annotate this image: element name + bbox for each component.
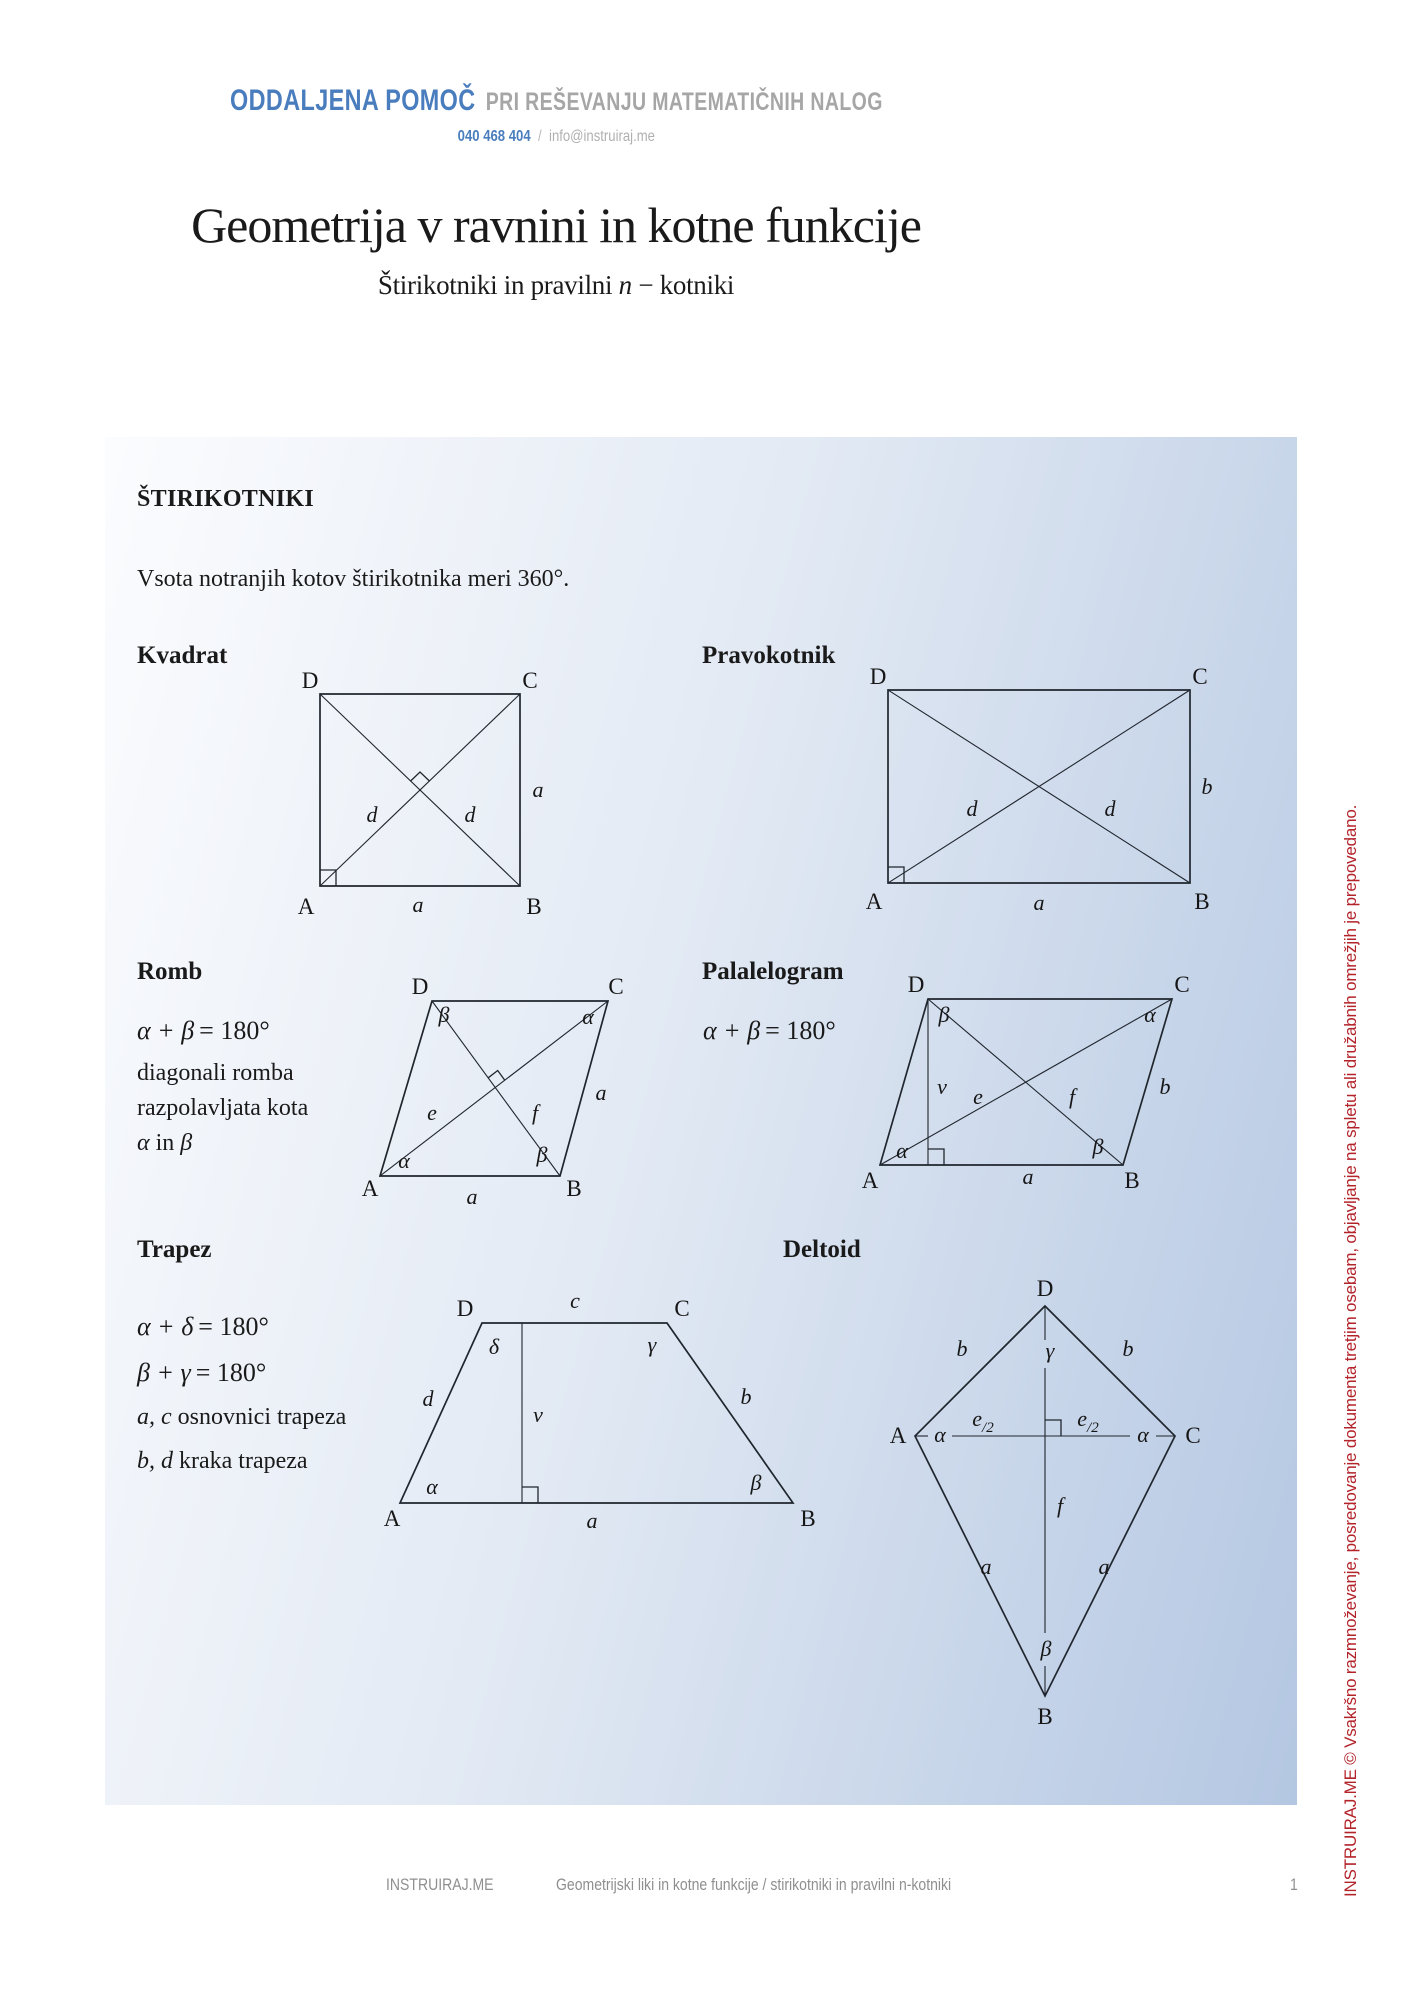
section-heading: ŠTIRIKOTNIKI	[137, 486, 314, 512]
trapez-vertex-c: C	[674, 1296, 690, 1321]
kvadrat-side-bottom-label: a	[412, 892, 424, 917]
pravokotnik-vertex-a: A	[865, 889, 883, 914]
palalelogram-side-right-label: b	[1159, 1074, 1171, 1099]
palalelogram-angle-b: β	[1092, 1134, 1104, 1159]
palalelogram-diagonal-e-label: e	[973, 1084, 983, 1109]
romb-diagonal-e	[380, 1001, 608, 1176]
contact-line	[457, 128, 654, 146]
deltoid-title: Deltoid	[783, 1236, 861, 1263]
romb-angle-d: β	[438, 1002, 450, 1027]
pravokotnik-side-right-label: b	[1201, 774, 1213, 799]
romb-formula	[137, 1016, 270, 1046]
romb-side-bottom-label: a	[466, 1184, 478, 1209]
pravokotnik-vertex-c: C	[1192, 664, 1208, 689]
romb-vertex-d: D	[411, 974, 429, 999]
romb-angle-b: β	[536, 1142, 548, 1167]
romb-diagonal-e-label: e	[427, 1100, 437, 1125]
romb-vertex-c: C	[608, 974, 624, 999]
brand-tagline: PRI REŠEVANJU MATEMATIČNIH NALOG	[485, 88, 883, 116]
romb-title: Romb	[137, 958, 203, 985]
page-title: Geometrija v ravnini in kotne funkcije	[191, 197, 921, 253]
trapez-side-top-label: c	[570, 1288, 580, 1313]
pravokotnik-diagonal-label-1: d	[966, 796, 978, 821]
palalelogram-formula-math: α + β	[703, 1016, 761, 1045]
romb-vertex-b: B	[566, 1176, 582, 1201]
kvadrat-center-right-angle	[411, 772, 430, 781]
brand-line	[230, 84, 883, 118]
palalelogram-right-angle	[928, 1149, 944, 1165]
deltoid-diagonal-f-label: f	[1056, 1493, 1064, 1518]
intro-text: Vsota notranjih kotov štirikotnika meri 360°.	[137, 566, 570, 592]
footer-page-number: 1	[1290, 1876, 1298, 1894]
trapez-side-right-label: b	[740, 1384, 752, 1409]
deltoid-vertex-c: C	[1185, 1423, 1201, 1448]
kvadrat-vertex-c: C	[522, 668, 538, 693]
deltoid-diagram	[890, 1278, 1210, 1748]
palalelogram-diagram	[860, 972, 1200, 1213]
deltoid-half-e-right-label: $e_{/2}$	[1077, 1406, 1099, 1436]
trapez-side-bottom-label: a	[586, 1508, 598, 1533]
pravokotnik-vertex-d: D	[869, 664, 887, 689]
kvadrat-diagram	[290, 660, 570, 922]
footer-doc-title: Geometrijski liki in kotne funkcije / stirikotniki in pravilni n-kotniki	[556, 1876, 952, 1894]
trapez-angle-a: α	[426, 1474, 438, 1499]
romb-note-1: diagonali romba	[137, 1060, 294, 1086]
palalelogram-angle-c: α	[1144, 1002, 1156, 1027]
trapez-height-label: v	[533, 1402, 543, 1427]
palalelogram-title: Palalelogram	[702, 958, 844, 985]
copyright-notice: INSTRUIRAJ.ME © Vsakršno razmnoževanje, posredovanje dokumenta tretjim osebam, objavljanje na spletu ali družabnih omrežjih je prepovedano.	[1341, 804, 1360, 1897]
romb-right-angle	[488, 1071, 505, 1081]
kvadrat-side-right-label: a	[532, 777, 544, 802]
palalelogram-formula-eq: = 180°	[765, 1016, 836, 1045]
romb-note-2: razpolavljata kota	[137, 1095, 309, 1121]
pravokotnik-corner-right-angle	[888, 867, 904, 883]
kvadrat-vertex-b: B	[526, 894, 542, 919]
deltoid-vertex-b: B	[1037, 1704, 1053, 1729]
subtitle-variable: n	[618, 270, 632, 300]
palalelogram-side-bottom-label: a	[1022, 1164, 1034, 1189]
email-address: info@instruiraj.me	[548, 128, 655, 145]
pravokotnik-title: Pravokotnik	[702, 642, 836, 669]
pravokotnik-diagram	[850, 660, 1230, 922]
deltoid-half-e-left-label: $e_{/2}$	[972, 1406, 994, 1436]
palalelogram-formula	[703, 1016, 836, 1046]
palalelogram-vertex-a: A	[861, 1168, 879, 1193]
palalelogram-diagonal-f-label: f	[1068, 1084, 1076, 1109]
trapez-right-angle	[522, 1487, 538, 1503]
trapez-note-1: a, c osnovnici trapeza	[137, 1404, 347, 1430]
subtitle-prefix: Štirikotniki in pravilni	[377, 270, 613, 300]
kvadrat-title: Kvadrat	[137, 642, 228, 669]
deltoid-right-angle	[1045, 1420, 1061, 1436]
trapez-title: Trapez	[137, 1236, 212, 1263]
romb-angle-c: α	[582, 1004, 594, 1029]
palalelogram-height-label: v	[937, 1074, 947, 1099]
contact-separator: /	[537, 128, 542, 145]
deltoid-angle-c: α	[1137, 1422, 1149, 1447]
trapez-outline	[400, 1323, 793, 1503]
kvadrat-vertex-d: D	[301, 668, 319, 693]
pravokotnik-side-bottom-label: a	[1033, 890, 1045, 915]
deltoid-angle-d: γ	[1045, 1338, 1055, 1363]
deltoid-angle-b: β	[1040, 1636, 1052, 1661]
pravokotnik-diagonal-label-2: d	[1104, 796, 1116, 821]
subtitle-suffix: − kotniki	[638, 270, 735, 300]
trapez-angle-d: δ	[488, 1334, 500, 1359]
romb-diagonal-f-label: f	[531, 1100, 539, 1125]
deltoid-side-upper-right-label: b	[1122, 1336, 1134, 1361]
pravokotnik-vertex-b: B	[1194, 889, 1210, 914]
romb-side-right-label: a	[595, 1080, 607, 1105]
content-panel	[105, 437, 1297, 1805]
page-header	[0, 84, 1112, 118]
palalelogram-vertex-d: D	[907, 972, 925, 997]
romb-note-3: α in β	[137, 1130, 193, 1156]
kvadrat-diagonal-label-1: d	[366, 802, 378, 827]
palalelogram-angle-a: α	[896, 1138, 908, 1163]
romb-formula-eq: = 180°	[199, 1016, 270, 1045]
deltoid-side-lower-right-label: a	[1098, 1554, 1110, 1579]
deltoid-vertex-d: D	[1036, 1276, 1054, 1301]
palalelogram-vertex-b: B	[1124, 1168, 1140, 1193]
romb-diagram	[360, 974, 650, 1213]
trapez-angle-c: γ	[647, 1332, 657, 1357]
trapez-vertex-a: A	[383, 1506, 401, 1531]
trapez-diagram	[380, 1288, 820, 1537]
trapez-note-2: b, d kraka trapeza	[137, 1448, 308, 1474]
footer-brand: INSTRUIRAJ.ME	[386, 1876, 494, 1894]
deltoid-vertex-a: A	[889, 1423, 907, 1448]
romb-angle-a: α	[398, 1148, 410, 1173]
trapez-angle-b: β	[750, 1470, 762, 1495]
deltoid-side-upper-left-label: b	[956, 1336, 968, 1361]
deltoid-side-lower-left-label: a	[980, 1554, 992, 1579]
contact-line-wrap	[0, 128, 1112, 146]
romb-formula-math: α + β	[137, 1016, 195, 1045]
trapez-vertex-d: D	[456, 1296, 474, 1321]
trapez-side-left-label: d	[422, 1386, 434, 1411]
kvadrat-vertex-a: A	[297, 894, 315, 919]
page-subtitle	[0, 270, 1112, 301]
trapez-formula-1: α + δ = 180°	[137, 1312, 269, 1341]
kvadrat-diagonal-label-2: d	[464, 802, 476, 827]
trapez-formula-2: β + γ = 180°	[137, 1358, 267, 1387]
trapez-vertex-b: B	[800, 1506, 816, 1531]
deltoid-angle-a: α	[934, 1422, 946, 1447]
palalelogram-angle-d: β	[938, 1002, 950, 1027]
romb-vertex-a: A	[361, 1176, 379, 1201]
phone-number: 040 468 404	[457, 128, 531, 145]
palalelogram-vertex-c: C	[1174, 972, 1190, 997]
brand-name: ODDALJENA POMOČ	[229, 84, 476, 117]
